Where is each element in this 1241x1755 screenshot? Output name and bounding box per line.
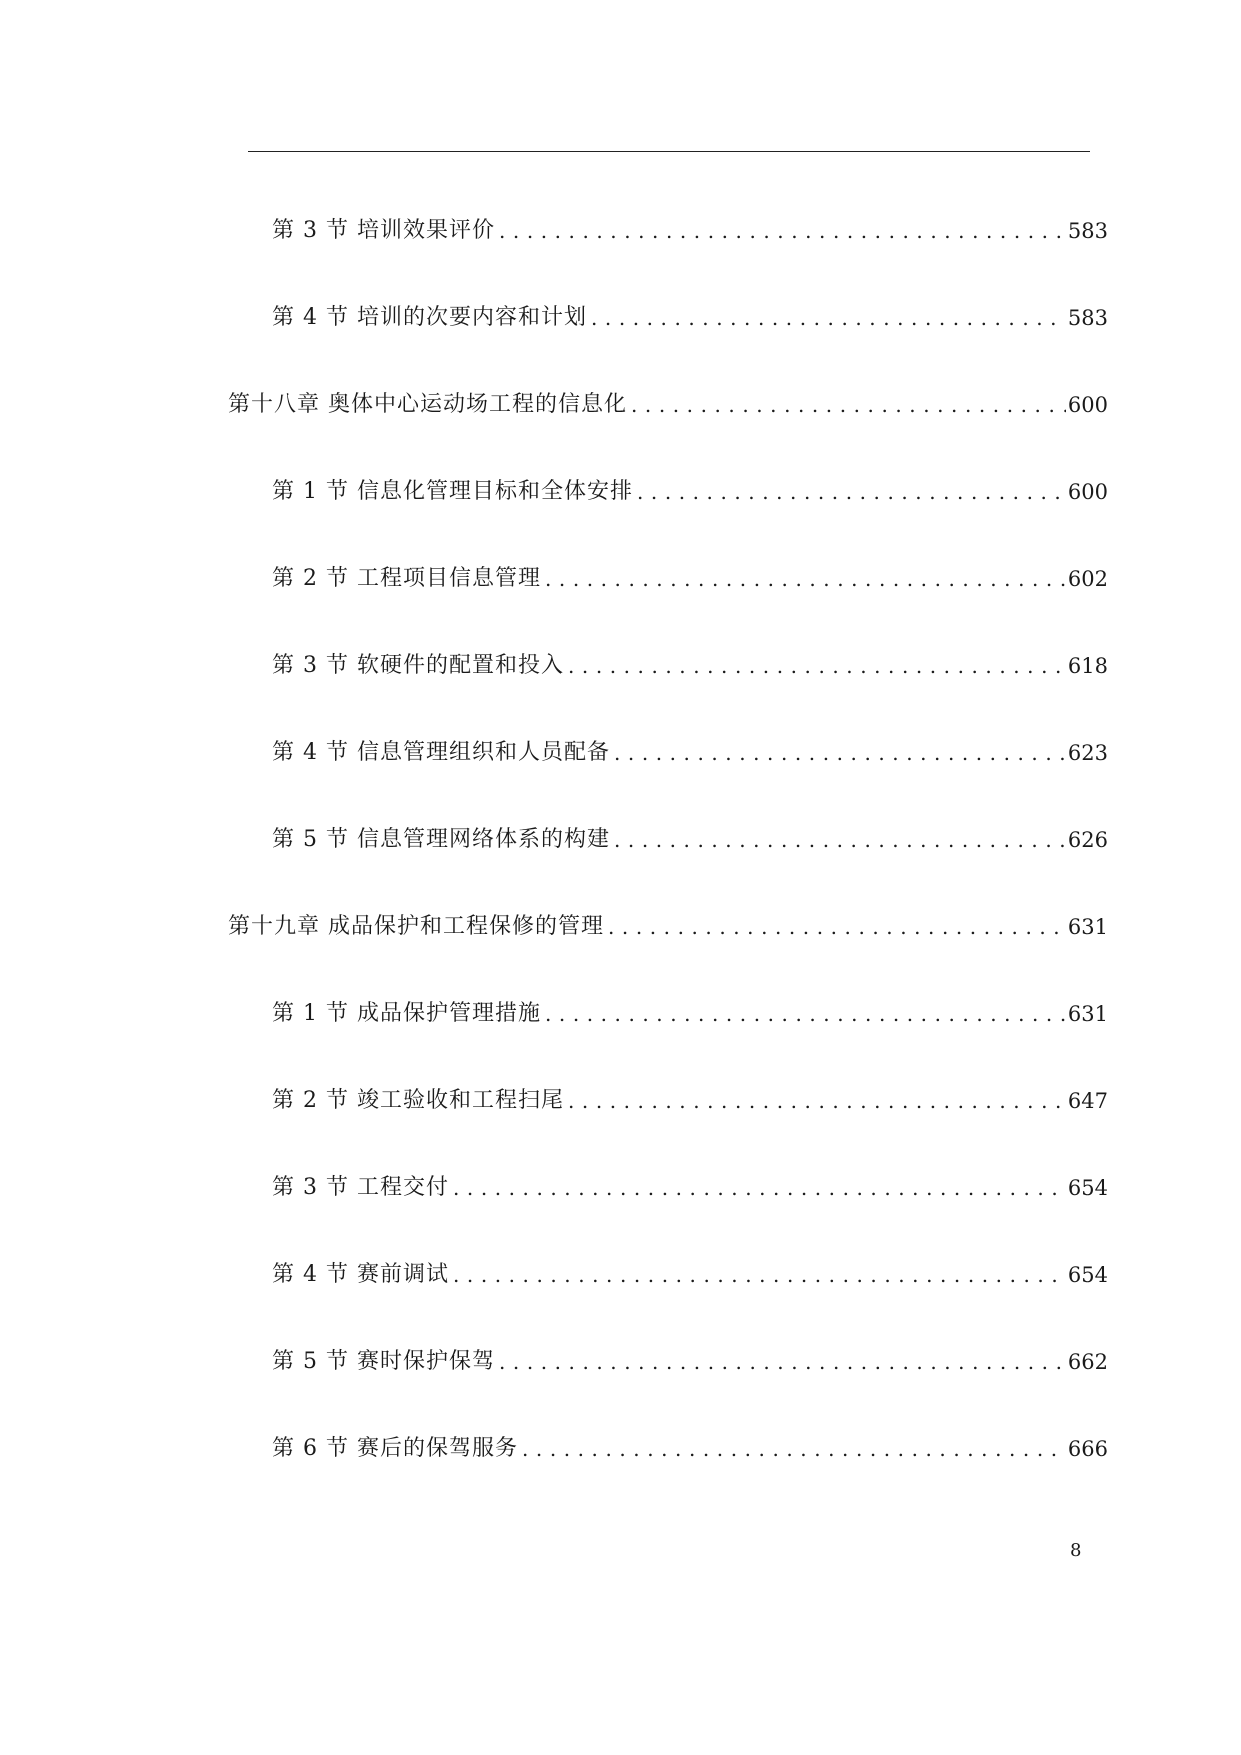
toc-entry[interactable] — [272, 466, 1108, 506]
toc-entry-page: 654 — [1067, 1263, 1108, 1287]
toc-entry-page: 631 — [1067, 1002, 1108, 1026]
toc-leader-dots — [453, 1261, 1066, 1289]
toc-entry[interactable] — [272, 640, 1108, 680]
toc-leader-dots — [568, 652, 1066, 680]
toc-entry[interactable] — [272, 814, 1108, 854]
toc-entry-page: 647 — [1067, 1089, 1108, 1113]
toc-leader-dots — [545, 565, 1066, 593]
toc-entry[interactable] — [272, 1162, 1108, 1202]
toc-entry-title: 第 1 节 成品保护管理措施 — [272, 1001, 541, 1026]
toc-leader-dots — [637, 478, 1066, 506]
toc-entry-page: 600 — [1067, 480, 1108, 504]
toc-entry-title: 第 3 节 软硬件的配置和投入 — [272, 653, 564, 678]
toc-chapter-entry[interactable] — [228, 901, 1108, 941]
toc-entry[interactable] — [272, 1336, 1108, 1376]
toc-entry-title: 第 5 节 信息管理网络体系的构建 — [272, 827, 610, 852]
toc-leader-dots — [631, 391, 1066, 419]
toc-leader-dots — [591, 304, 1066, 332]
toc-leader-dots — [499, 217, 1066, 245]
toc-entry-title: 第 5 节 赛时保护保驾 — [272, 1349, 495, 1374]
toc-leader-dots — [568, 1087, 1066, 1115]
toc-entry-page: 623 — [1067, 741, 1108, 765]
toc-entry-page: 583 — [1067, 306, 1108, 330]
toc-entry-title: 第 1 节 信息化管理目标和全体安排 — [272, 479, 633, 504]
toc-entry[interactable] — [272, 1249, 1108, 1289]
toc-entry[interactable] — [272, 727, 1108, 767]
toc-entry[interactable] — [272, 553, 1108, 593]
toc-entry-page: 602 — [1067, 567, 1108, 591]
toc-leader-dots — [608, 913, 1066, 941]
toc-leader-dots — [614, 739, 1066, 767]
toc-entry-page: 654 — [1067, 1176, 1108, 1200]
toc-entry-page: 626 — [1067, 828, 1108, 852]
toc-leader-dots — [614, 826, 1066, 854]
toc-entry[interactable] — [272, 205, 1108, 245]
toc-entry-page: 666 — [1067, 1437, 1108, 1461]
toc-leader-dots — [522, 1435, 1066, 1463]
toc-entry-title: 第 2 节 工程项目信息管理 — [272, 566, 541, 591]
toc-entry-page: 600 — [1067, 393, 1108, 417]
toc-entry-page: 583 — [1067, 219, 1108, 243]
toc-entry-page: 631 — [1067, 915, 1108, 939]
toc-entry[interactable] — [272, 292, 1108, 332]
toc-entry-title: 第 3 节 培训效果评价 — [272, 218, 495, 243]
toc-leader-dots — [453, 1174, 1066, 1202]
toc-entry-page: 618 — [1067, 654, 1108, 678]
toc-entry-title: 第 3 节 工程交付 — [272, 1175, 449, 1200]
toc-entry-page: 662 — [1067, 1350, 1108, 1374]
toc-entry[interactable] — [272, 1075, 1108, 1115]
toc-leader-dots — [499, 1348, 1066, 1376]
toc-entry-title: 第 6 节 赛后的保驾服务 — [272, 1436, 518, 1461]
toc-entry-title: 第 4 节 赛前调试 — [272, 1262, 449, 1287]
toc-entry-title: 第 4 节 信息管理组织和人员配备 — [272, 740, 610, 765]
toc-entry-title: 第十八章 奥体中心运动场工程的信息化 — [228, 392, 627, 417]
toc-entry[interactable] — [272, 1423, 1108, 1463]
toc-entry-title: 第十九章 成品保护和工程保修的管理 — [228, 914, 604, 939]
toc-entry-title: 第 4 节 培训的次要内容和计划 — [272, 305, 587, 330]
toc-chapter-entry[interactable] — [228, 379, 1108, 419]
toc-entry[interactable] — [272, 988, 1108, 1028]
toc-entry-title: 第 2 节 竣工验收和工程扫尾 — [272, 1088, 564, 1113]
toc-leader-dots — [545, 1000, 1066, 1028]
footer-page-number: 8 — [1070, 1540, 1082, 1561]
